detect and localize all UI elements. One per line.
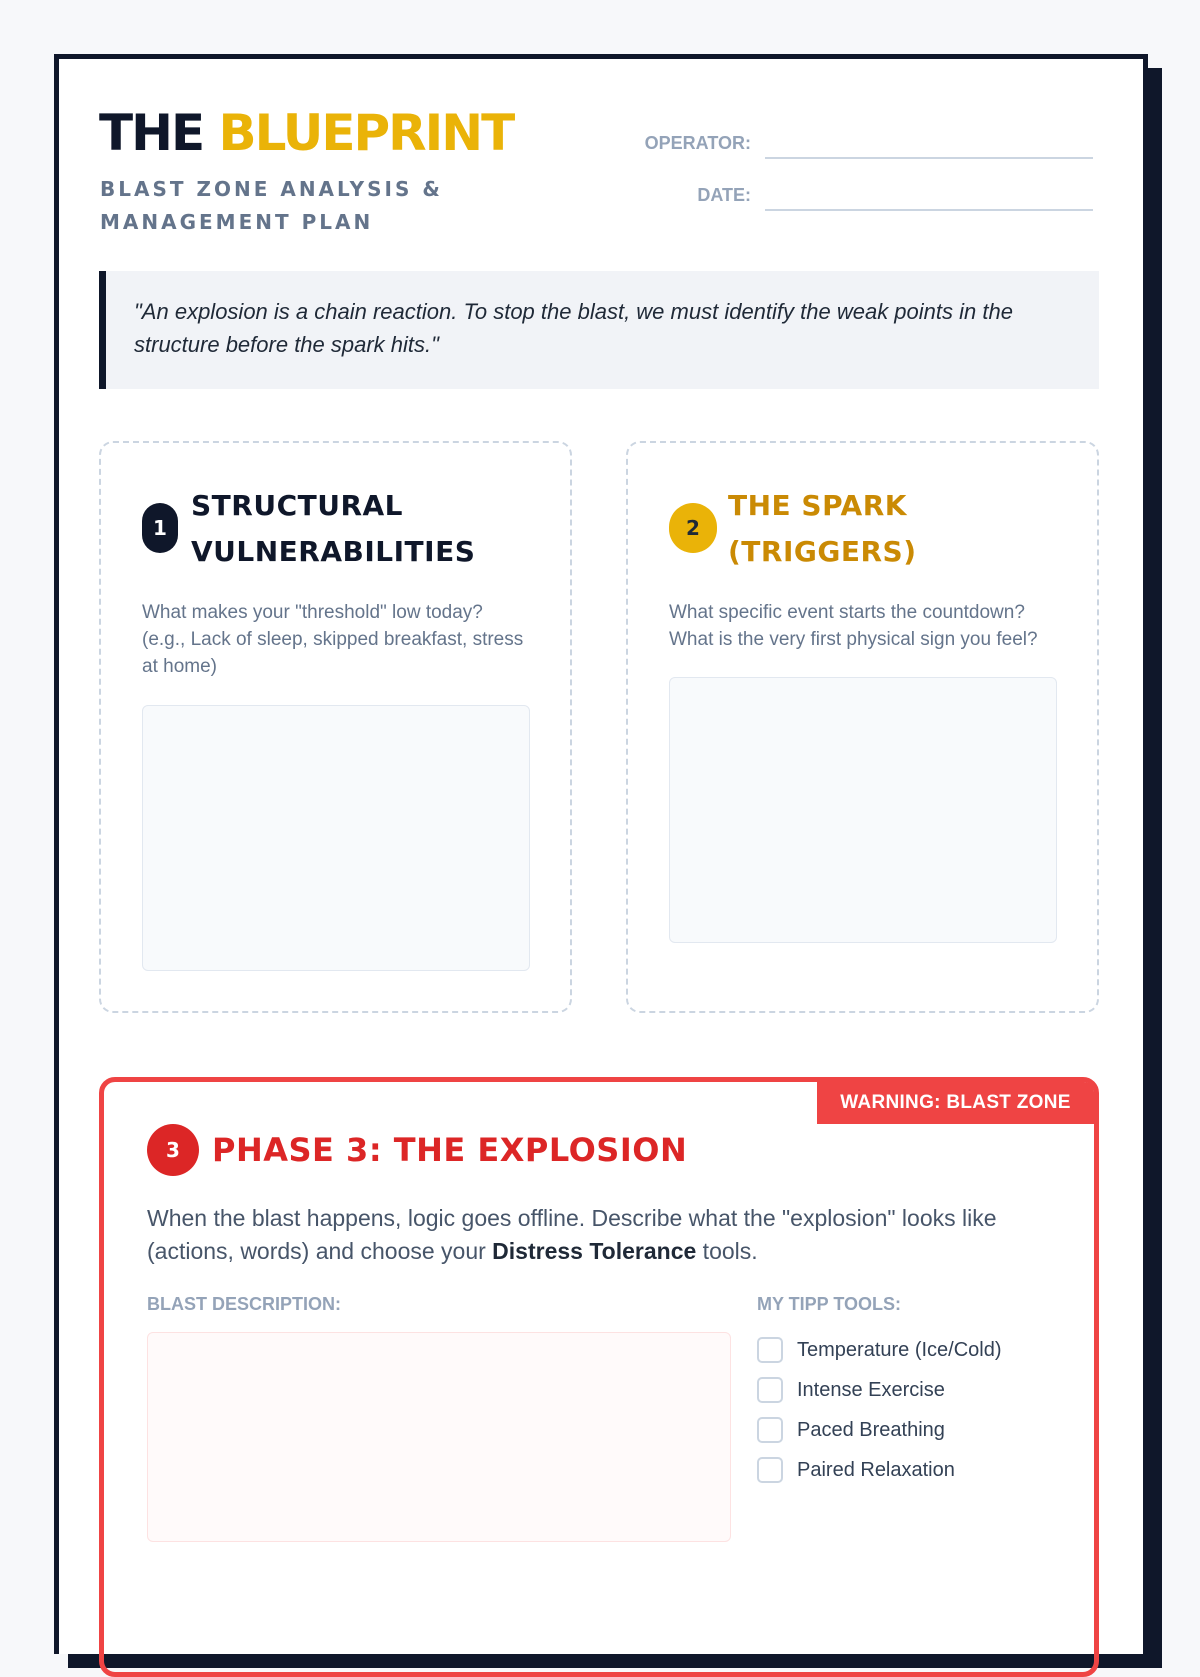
phase3-title: PHASE 3: THE EXPLOSION — [212, 1131, 688, 1169]
step-badge-1: 1 — [142, 503, 178, 553]
date-row — [629, 181, 1093, 211]
tool-paced-breathing[interactable] — [757, 1410, 1057, 1450]
tool-intense-exercise[interactable] — [757, 1370, 1057, 1410]
operator-underline — [765, 157, 1093, 159]
phase3-description-text: When the blast happens, logic goes offline. Describe what the "explosion" looks like (actions, words) and choose your — [147, 1205, 997, 1264]
card-title: THE SPARK (TRIGGERS) — [728, 489, 917, 568]
warning-tag: WARNING: BLAST ZONE — [817, 1082, 1094, 1124]
checkbox[interactable] — [757, 1337, 783, 1363]
step-badge-2: 2 — [669, 503, 717, 553]
card-structural-vulnerabilities — [99, 441, 572, 1013]
checkbox[interactable] — [757, 1377, 783, 1403]
step-badge-3: 3 — [147, 1124, 199, 1176]
tipp-tools-label: MY TIPP TOOLS: — [757, 1294, 902, 1314]
card-the-spark — [626, 441, 1099, 1013]
triggers-answer-box[interactable] — [669, 677, 1057, 943]
phase3-explosion-section — [99, 1077, 1099, 1677]
title-part-blueprint: BLUEPRINT — [218, 104, 514, 162]
date-underline — [765, 209, 1093, 211]
worksheet-page — [54, 54, 1148, 1654]
card-title: STRUCTURAL VULNERABILITIES — [191, 489, 476, 568]
phase3-description-bold: Distress Tolerance — [492, 1238, 697, 1264]
tool-label: Paced Breathing — [797, 1418, 945, 1441]
phase3-description — [147, 1202, 1027, 1268]
checkbox[interactable] — [757, 1457, 783, 1483]
card-description: What makes your "threshold" low today? (e.g., Lack of sleep, skipped breakfast, stress at home) — [142, 602, 524, 677]
checkbox[interactable] — [757, 1417, 783, 1443]
phase3-description-end: tools. — [696, 1238, 758, 1264]
operator-label: OPERATOR: — [644, 133, 751, 153]
intro-quote: "An explosion is a chain reaction. To stop the blast, we must identify the weak points in the structure before the spark hits." — [99, 271, 1099, 389]
tool-label: Intense Exercise — [797, 1378, 945, 1401]
blast-description-label: BLAST DESCRIPTION: — [147, 1294, 342, 1314]
vulnerabilities-answer-box[interactable] — [142, 705, 530, 971]
page-subtitle: BLAST ZONE ANALYSIS & MANAGEMENT PLAN — [100, 177, 443, 234]
tool-temperature[interactable] — [757, 1330, 1057, 1370]
tool-label: Temperature (Ice/Cold) — [797, 1338, 1002, 1361]
tool-label: Paired Relaxation — [797, 1458, 955, 1481]
blast-description-input[interactable] — [147, 1332, 731, 1542]
tool-paired-relaxation[interactable] — [757, 1450, 1057, 1490]
card-description: What specific event starts the countdown? What is the very first physical sign you feel? — [669, 602, 1038, 650]
page-title — [99, 103, 513, 163]
operator-row — [629, 129, 1093, 159]
title-part-the: THE — [99, 104, 204, 162]
tipp-tools-list — [757, 1330, 1057, 1490]
date-label: DATE: — [697, 185, 751, 205]
